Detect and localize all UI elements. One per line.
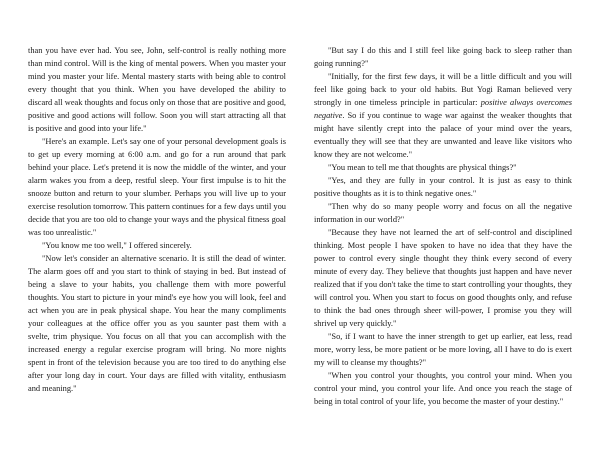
paragraph: "Because they have not learned the art of self-control and disciplined thinking. Most people I have spoken to have no idea that they have the power to control every single thought they think every second of every minute of every day. They believe that thoughts just happen and have never realized that if you don't take the time to start controlling your thoughts, they will control you. When you start to focus on good thoughts only, and refuse to think the bad ones through sheer will-power, I promise you they will shrivel up very quickly." (314, 228, 572, 328)
paragraph: "When you control your thoughts, you control your mind. When you control your mind, you control your life. And once you reach the stage of being in total control of your life, you become the master of your destiny." (314, 371, 572, 406)
right-page (314, 44, 572, 408)
paragraph: "Now let's consider an alternative scenario. It is still the dead of winter. The alarm goes off and you start to think of staying in bed. But instead of being a slave to your habits, you challenge them with more powerful thoughts. You start to picture in your mind's eye how you will look, feel and act when you are in peak physical shape. You hear the many compliments your colleagues at the office offer you as you saunter past them with a svelte, trim physique. You focus on all that you can accomplish with the increased energy a regular exercise program will bring. No more nights spent in front of the television because you are too tired to do anything else after your long day in court. Your days are filled with vitality, enthusiasm and meaning." (28, 254, 286, 393)
left-page (28, 44, 286, 395)
paragraph: "So, if I want to have the inner strength to get up earlier, eat less, read more, worry less, be more patient or be more loving, all I have to do is exert my will to cleanse my thoughts?" (314, 332, 572, 367)
paragraph: "Yes, and they are fully in your control. It is just as easy to think positive thoughts as it is to think negative ones." (314, 176, 572, 198)
paragraph (314, 70, 572, 161)
paragraph: "Here's an example. Let's say one of your personal development goals is to get up every morning at 6:00 a.m. and go for a run around that park behind your place. Let's pretend it is now the middle of the winter, and your alarm wakes you from a deep, restful sleep. Your first impulse is to hit the snooze button and return to your slumber. Perhaps you will live up to your exercise resolution tomorrow. This pattern continues for a few days until you decide that you are too old to change your ways and the physical fitness goal was too unrealistic." (28, 137, 286, 237)
paragraph: "You know me too well," I offered sincerely. (42, 241, 192, 250)
paragraph: "But say I do this and I still feel like going back to sleep rather than going running?" (314, 46, 572, 68)
paragraph-text: . So if you continue to wage war against the weaker thoughts that might have silently crept into the palace of your mind over the years, eventually they will see that they are unwanted and leave like visitors who know they are not welcome." (314, 111, 572, 159)
paragraph-text: "Initially, for the first few days, it will be a little difficult and you will feel like going back to your old habits. But Yogi Raman believed very strongly in one timeless principle in particular: (314, 72, 572, 107)
paragraph: "You mean to tell me that thoughts are physical things?" (328, 163, 517, 172)
paragraph: "Then why do so many people worry and focus on all the negative information in our world?" (314, 202, 572, 224)
paragraph: than you have ever had. You see, John, self-control is really nothing more than mind control. Will is the king of mental powers. When you master your mind you master your life. Mental mastery starts with being able to control every thought that you think. When you have developed the ability to discard all weak thoughts and focus only on those that are positive and good, positive and good actions will follow. Soon you will start attracting all that is positive and good into your life." (28, 46, 286, 133)
emphasized-principle: positive always overcomes negative (314, 98, 572, 120)
